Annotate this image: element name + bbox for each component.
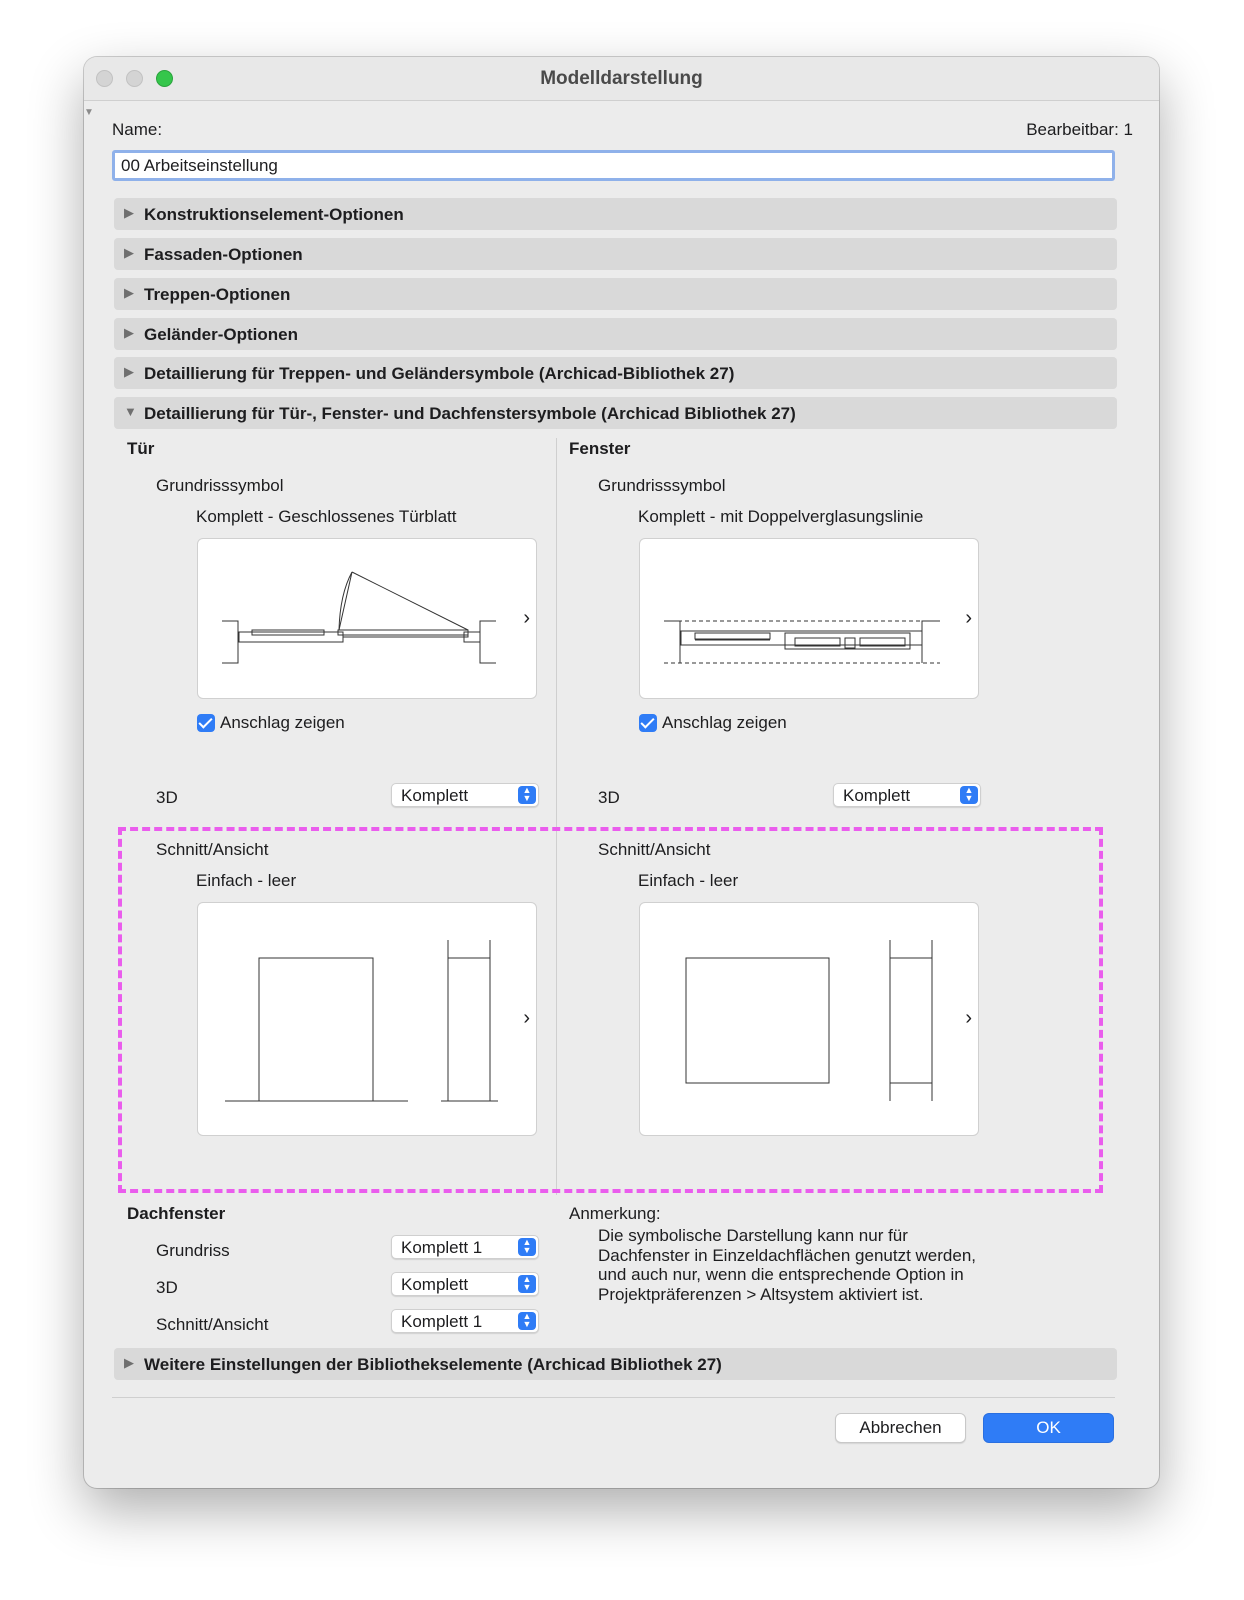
window-plan-label: Grundrisssymbol [598, 476, 726, 495]
skylight-3d-value: Komplett [401, 1275, 469, 1294]
note-label: Anmerkung: [569, 1204, 661, 1223]
cancel-button[interactable]: Abbrechen [835, 1413, 966, 1443]
triangle-right-icon: ▶ [124, 364, 134, 379]
editable-count: Bearbeitbar: 1 [1026, 120, 1133, 139]
door-section-label: Schnitt/Ansicht [156, 840, 269, 859]
triangle-right-icon: ▶ [124, 1355, 134, 1370]
name-label: Name: [112, 120, 163, 139]
ok-button[interactable]: OK [983, 1413, 1114, 1443]
triangle-right-icon: ▶ [124, 205, 134, 220]
door-plan-symbol [198, 539, 538, 700]
highlight-annotation [118, 827, 1103, 1193]
triangle-down-icon: ▼ [124, 404, 137, 419]
window-show-rebate-label: Anschlag zeigen [662, 713, 787, 732]
skylight-section-select[interactable] [391, 1309, 539, 1333]
door-3d-label: 3D [156, 788, 178, 807]
section-title: Weitere Einstellungen der Bibliothekselemente (Archicad Bibliothek 27) [144, 1355, 722, 1374]
skylight-plan-value: Komplett 1 [401, 1238, 483, 1257]
stepper-icon: ▲ ▼ [518, 1275, 536, 1293]
section-railing-options[interactable] [114, 318, 1117, 350]
window-3d-select[interactable] [833, 783, 981, 807]
section-title: Detaillierung für Treppen- und Geländersymbole (Archicad-Bibliothek 27) [144, 364, 735, 383]
window-plan-symbol [640, 539, 980, 700]
chevron-right-icon[interactable]: › [965, 1007, 972, 1029]
note-text: Die symbolische Darstellung kann nur für Dachfenster in Einzeldachflächen genutzt werden, und auch nur, wenn die entsprechende Option in Projektpräferenzen > Altsystem aktiviert ist. [598, 1226, 977, 1304]
skylight-plan-select[interactable] [391, 1235, 539, 1259]
door-plan-preview[interactable] [197, 538, 537, 699]
door-show-rebate-checkbox[interactable] [197, 714, 215, 732]
door-section-value: Einfach - leer [196, 871, 297, 890]
door-3d-value: Komplett [401, 786, 469, 805]
door-3d-select[interactable] [391, 783, 539, 807]
skylight-section-value: Komplett 1 [401, 1312, 483, 1331]
section-stair-options[interactable] [114, 278, 1117, 310]
title-bar [84, 57, 1159, 101]
section-door-window-symbols[interactable] [114, 397, 1117, 429]
stepper-icon: ▲ ▼ [518, 786, 536, 804]
section-title: Geländer-Optionen [144, 325, 298, 344]
section-title: Treppen-Optionen [144, 285, 291, 304]
dialog-window [84, 57, 1159, 1488]
door-show-rebate-label: Anschlag zeigen [220, 713, 345, 732]
skylight-3d-select[interactable] [391, 1272, 539, 1296]
door-heading: Tür [127, 439, 155, 458]
chevron-right-icon[interactable]: › [523, 1007, 530, 1029]
window-3d-value: Komplett [843, 786, 911, 805]
section-construction-options[interactable] [114, 198, 1117, 230]
section-library-settings[interactable] [114, 1348, 1117, 1380]
window-title: Modelldarstellung [540, 68, 703, 89]
window-plan-preview[interactable] [639, 538, 979, 699]
stepper-icon: ▲ ▼ [518, 1238, 536, 1256]
section-title: Fassaden-Optionen [144, 245, 303, 264]
chevron-right-icon[interactable]: › [965, 607, 972, 629]
stepper-icon: ▲ ▼ [960, 786, 978, 804]
window-section-value: Einfach - leer [638, 871, 739, 890]
stepper-icon: ▲ ▼ [518, 1312, 536, 1330]
window-3d-label: 3D [598, 788, 620, 807]
triangle-right-icon: ▶ [124, 325, 134, 340]
window-plan-value: Komplett - mit Doppelverglasungslinie [638, 507, 924, 526]
skylight-plan-label: Grundriss [156, 1241, 230, 1260]
skylight-section-label: Schnitt/Ansicht [156, 1315, 269, 1334]
window-heading: Fenster [569, 439, 631, 458]
section-title: Konstruktionselement-Optionen [144, 205, 404, 224]
skylight-3d-label: 3D [156, 1278, 178, 1297]
triangle-down-icon[interactable]: ▼ [84, 107, 94, 118]
name-input[interactable] [112, 150, 1115, 181]
triangle-right-icon: ▶ [124, 285, 134, 300]
divider [112, 1397, 1115, 1398]
window-section-label: Schnitt/Ansicht [598, 840, 711, 859]
chevron-right-icon[interactable]: › [523, 607, 530, 629]
door-plan-label: Grundrisssymbol [156, 476, 284, 495]
triangle-right-icon: ▶ [124, 245, 134, 260]
section-title: Detaillierung für Tür-, Fenster- und Dachfenstersymbole (Archicad Bibliothek 27) [144, 404, 796, 423]
section-facade-options[interactable] [114, 238, 1117, 270]
door-plan-value: Komplett - Geschlossenes Türblatt [196, 507, 457, 526]
skylight-heading: Dachfenster [127, 1204, 226, 1223]
window-show-rebate-checkbox[interactable] [639, 714, 657, 732]
section-stair-railing-symbols[interactable] [114, 357, 1117, 389]
